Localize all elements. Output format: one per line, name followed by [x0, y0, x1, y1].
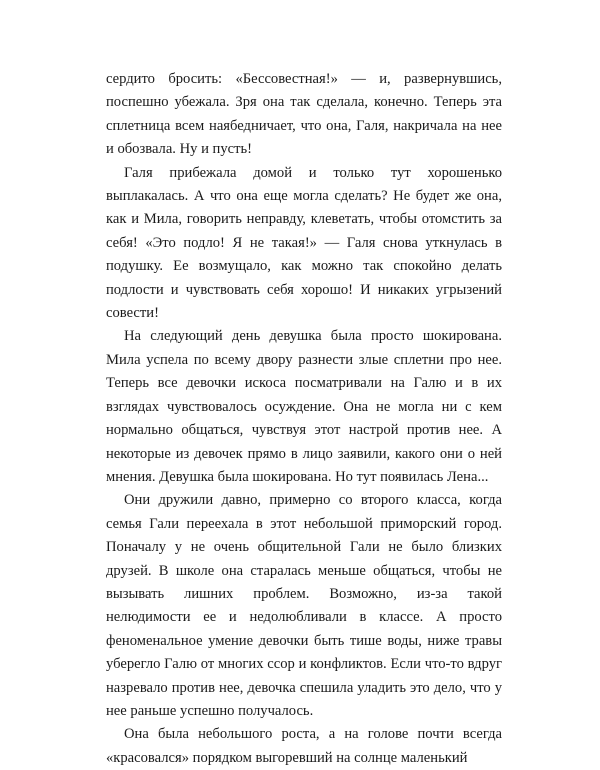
paragraph-1: сердито бросить: «Бессовестная!» — и, развернувшись, поспешно убежала. Зря она так сделала, конечно. Теперь эта сплетница всем наябедничает, что она, Галя, накричала на нее и обозвала. Ну и пусть! — [106, 71, 502, 158]
page-text — [106, 68, 502, 770]
paragraph-5: Она была небольшого роста, а на голове почти всегда «красовался» порядком выгоревший на солнце маленький — [106, 726, 502, 766]
paragraph-3: На следующий день девушка была просто шокирована. Мила успела по всему двору разнести злые сплетни про нее. Теперь все девочки искоса посматривали на Галю и в их взглядах чувствовалось осуждение. Она не могла ни с кем нормально общаться, чувствуя этот настрой против нее. А некоторые из девочек прямо в лицо заявили, какого они о ней мнения. Девушка была шокирована. Но тут появилась Лена... — [106, 328, 502, 485]
paragraph-2: Галя прибежала домой и только тут хорошенько выплакалась. А что она еще могла сделать? Не будет же она, как и Мила, говорить неправду, клеветать, чтобы отомстить за себя! «Это подло! Я не такая!» — Галя снова уткнулась в подушку. Ее возмущало, как можно так спокойно делать подлости и чувствовать себя хорошо! И никаких угрызений совести! — [106, 164, 502, 322]
paragraph-4: Они дружили давно, примерно со второго класса, когда семья Гали переехала в этот небольшой приморский город. Поначалу у не очень общительной Гали не было близких друзей. В школе она старалась меньше общаться, чтобы не вызывать лишних проблем. Возможно, из-за такой нелюдимости ее и недолюбливали в классе. А просто феноменальное умение девочки быть тише воды, ниже травы уберегло Галю от многих ссор и конфликтов. Если что-то вдруг назревало против нее, девочка спешила уладить это дело, что у нее раньше успешно получалось. — [106, 492, 502, 719]
